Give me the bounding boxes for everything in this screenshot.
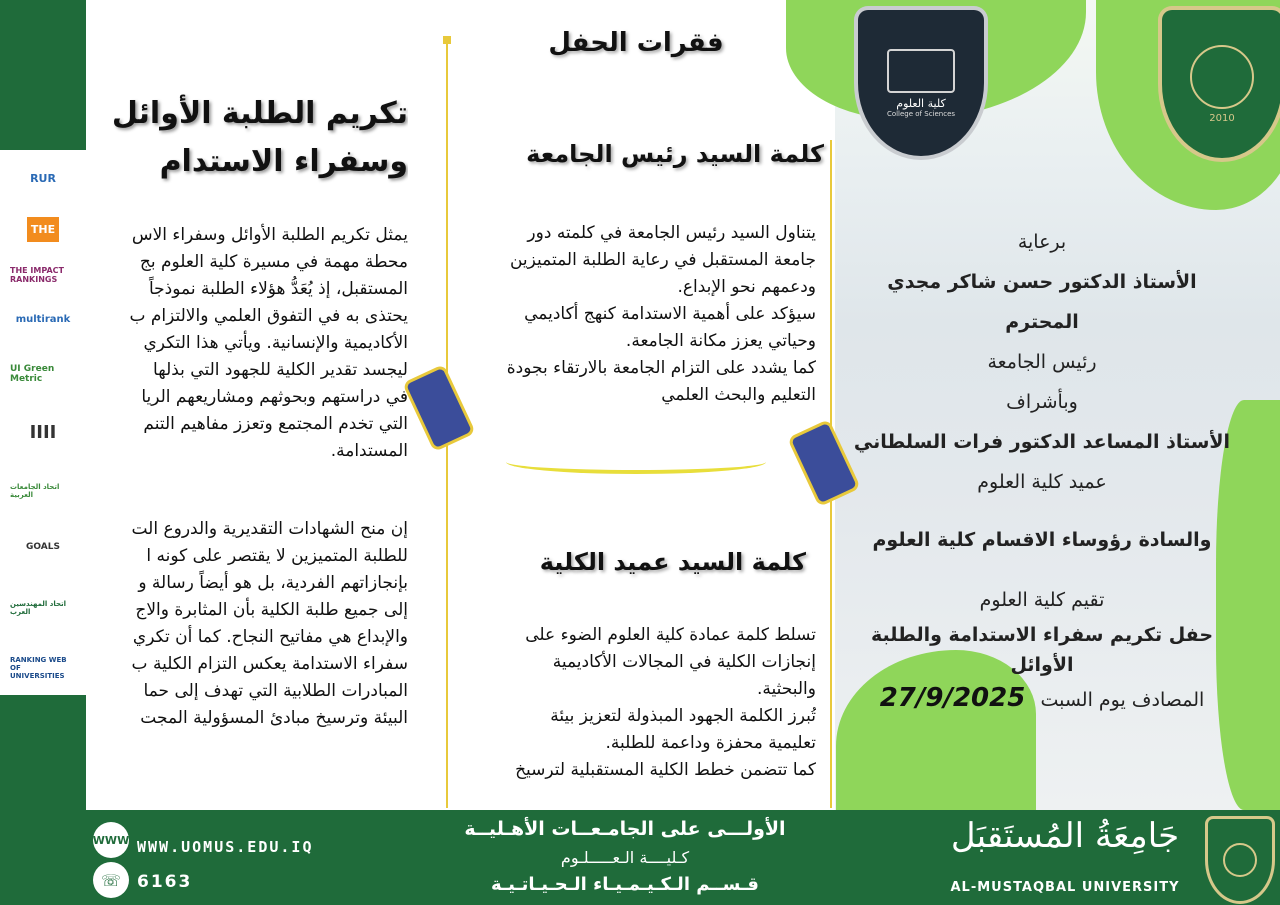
rur-logo: RUR [30,171,56,185]
multirank-logo: multirank [15,313,71,325]
left-paragraph-2: إن منح الشهادات التقديرية والدروع الت للطلبة المتميزين لا يقتصر على كونه ا بإنجازاتهم الفردية، بل هو أيضاً رسالة و إلى جميع طلبة الكلية بأن المثابرة والاج والإبداع هي مفاتيح النجاح. كما أن تكري سفراء الاستدامة يعكس التزام الكلية ب المبادرات الطلابية التي تهدف إلى حما البيئة وترسيخ مبادئ المسؤولية المجت [131,519,408,728]
gold-dot [443,36,451,44]
www-icon: WWW [93,822,129,858]
the-impact-logo: THE IMPACT RANKINGS [10,266,64,284]
rankings-logo-strip [0,150,86,695]
yellow-swoosh [506,450,766,474]
date-prefix: المصادف يوم السبت [1040,689,1205,711]
phone-number: 6163 [137,872,193,892]
section2-text: تسلط كلمة عمادة كلية العلوم الضوء على إنجازات الكلية في المجالات الأكاديمية والبحثية. تُبرز الكلمة الجهود المبذولة لتعزيز بيئة تعليمية محفزة وداعمة للطلبة. كما تتضمن خطط الكلية المستقبلية لترسيخ [515,625,816,780]
university-name-en: AL-MUSTAQBAL UNIVERSITY [950,880,1180,895]
university-name-ar: جَامِعَةُ المُستَقبَل [950,816,1180,856]
building-icon [887,49,955,93]
footer-university-logo [1205,816,1275,904]
left-paragraph-1: يمثل تكريم الطلبة الأوائل وسفراء الاس محطة مهمة في مسيرة كلية العلوم بج المستقبل، إذ يُعَدُّ هؤلاء الطلبة نموذجاً يحتذى به في التفوق العلمي والالتزام ب الأكاديمية والإنسانية. ويأتي هذا التكري ليجسد تقدير الكلية للجهود التي بذلها في دراستهم وبحوثهم ومشاريعهم الريا التي تخدم المجتمع وتعزز مفاهيم التنم المستدامة. [129,225,408,461]
patron-title: المحترم [1005,311,1079,333]
college-shield-logo [854,6,988,160]
arab-engineers-logo: اتحاد المهندسين العرب [10,600,67,616]
greenmetric-logo: UI Green Metric [10,364,55,384]
dean-role: عميد كلية العلوم [977,471,1107,493]
dean-name: الأستاذ المساعد الدكتور فرات السلطاني [853,431,1231,453]
flyer-page [86,0,1280,810]
sdg-goals-logo: GOALS [26,542,60,552]
patron-name: الأستاذ الدكتور حسن شاكر مجدي [887,271,1197,293]
event-date-line [842,680,1242,720]
patron-role: رئيس الجامعة [987,351,1097,373]
university-logo-year: 2010 [1209,112,1235,124]
program-title: فقرات الحفل [548,28,724,58]
section1-text: يتناول السيد رئيس الجامعة في كلمته دور جامعة المستقبل في رعاية الطلبة المتميزين ودعمهم نحو الإبداع. سيؤكد على أهمية الاستدامة كنهج أكاديمي وحياتي يعزز مكانة الجامعة. كما يشدد على التزام الجامعة بالارتقاء بجودة التعليم والبحث العلمي [506,223,816,405]
event-name: حفل تكريم سفراء الاستدامة والطلبة الأوائل [870,624,1214,676]
university-shield-logo [1158,6,1280,162]
left-title-line1: تكريم الطلبة الأوائل [111,96,408,131]
webometrics-logo: RANKING WEB OF UNIVERSITIES [10,656,67,680]
department-heads: والسادة رؤوساء الاقسام كلية العلوم [872,529,1212,551]
pillars-logo: IIII [29,421,57,443]
left-title-line2: وسفراء الاستدام [159,144,408,179]
college-logo-en: College of Sciences [886,109,956,118]
phone-icon: ☏ [93,862,129,898]
footer-atom-icon [1223,843,1257,877]
right-column [842,222,1242,720]
website-link[interactable]: WWW.UOMUS.EDU.IQ [137,838,314,856]
atom-icon [1190,45,1254,109]
section1-title: كلمة السيد رئيس الجامعة [526,140,824,168]
supervision-label: وبأشراف [1006,391,1078,413]
left-column [86,90,408,186]
footer-line2: كـليــــة الـعـــــلـوم [560,848,690,867]
footer-line3: قـســم الـكـيـمـيـاء الـحـيـاتـيـة [491,874,759,895]
footer-line1: الأولـــى على الجامـعــات الأهـليــة [464,818,786,840]
arab-universities-logo: اتحاد الجامعات العربية [10,483,60,499]
footer [0,810,1280,905]
event-date: 27/9/2025 [879,683,1026,713]
the-logo: THE [10,210,76,248]
under-label: برعاية [1017,231,1067,253]
college-logo-ar: كلية العلوم [896,96,946,110]
organizer: تقيم كلية العلوم [979,589,1105,611]
section2-title: كلمة السيد عميد الكلية [539,548,806,576]
